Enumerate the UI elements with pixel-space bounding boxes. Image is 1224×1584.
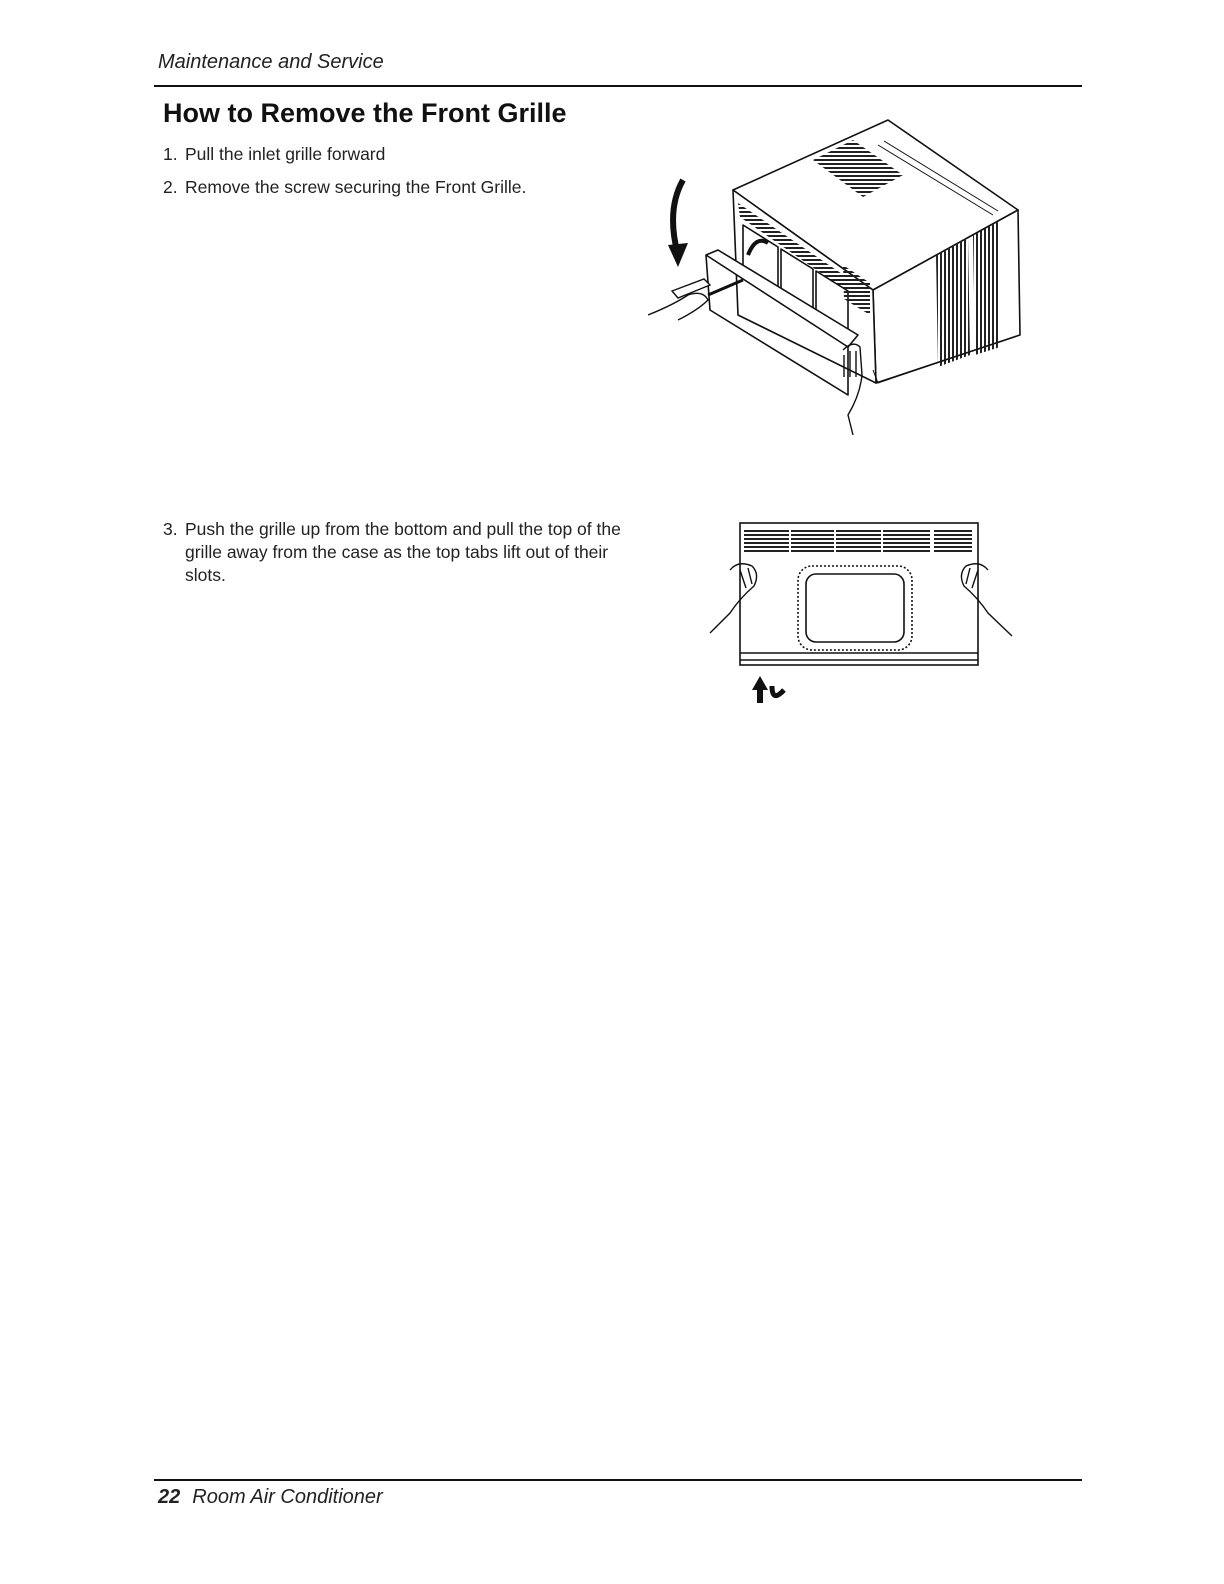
page-title: How to Remove the Front Grille (163, 98, 567, 128)
step-1 (163, 143, 385, 166)
up-arrow-icon (752, 676, 784, 703)
section-header: Maintenance and Service (158, 51, 384, 73)
page-footer (158, 1486, 383, 1509)
step-number: 3. (163, 519, 178, 539)
document-title: Room Air Conditioner (192, 1486, 383, 1508)
footer-rule (154, 1479, 1082, 1481)
front-grille-illustration (700, 518, 1020, 708)
ac-unit-illustration (648, 115, 1028, 435)
step-number: 1. (163, 144, 178, 164)
step-number: 2. (163, 177, 178, 197)
header-rule (154, 85, 1082, 87)
step-3 (163, 518, 625, 587)
step-text: Remove the screw securing the Front Grille. (185, 177, 527, 197)
step-text: Push the grille up from the bottom and pull the top of the grille away from the case as the top tabs lift out of their slots. (185, 519, 621, 585)
page-number: 22 (158, 1486, 181, 1508)
step-text: Pull the inlet grille forward (185, 144, 386, 164)
step-2 (163, 176, 526, 199)
